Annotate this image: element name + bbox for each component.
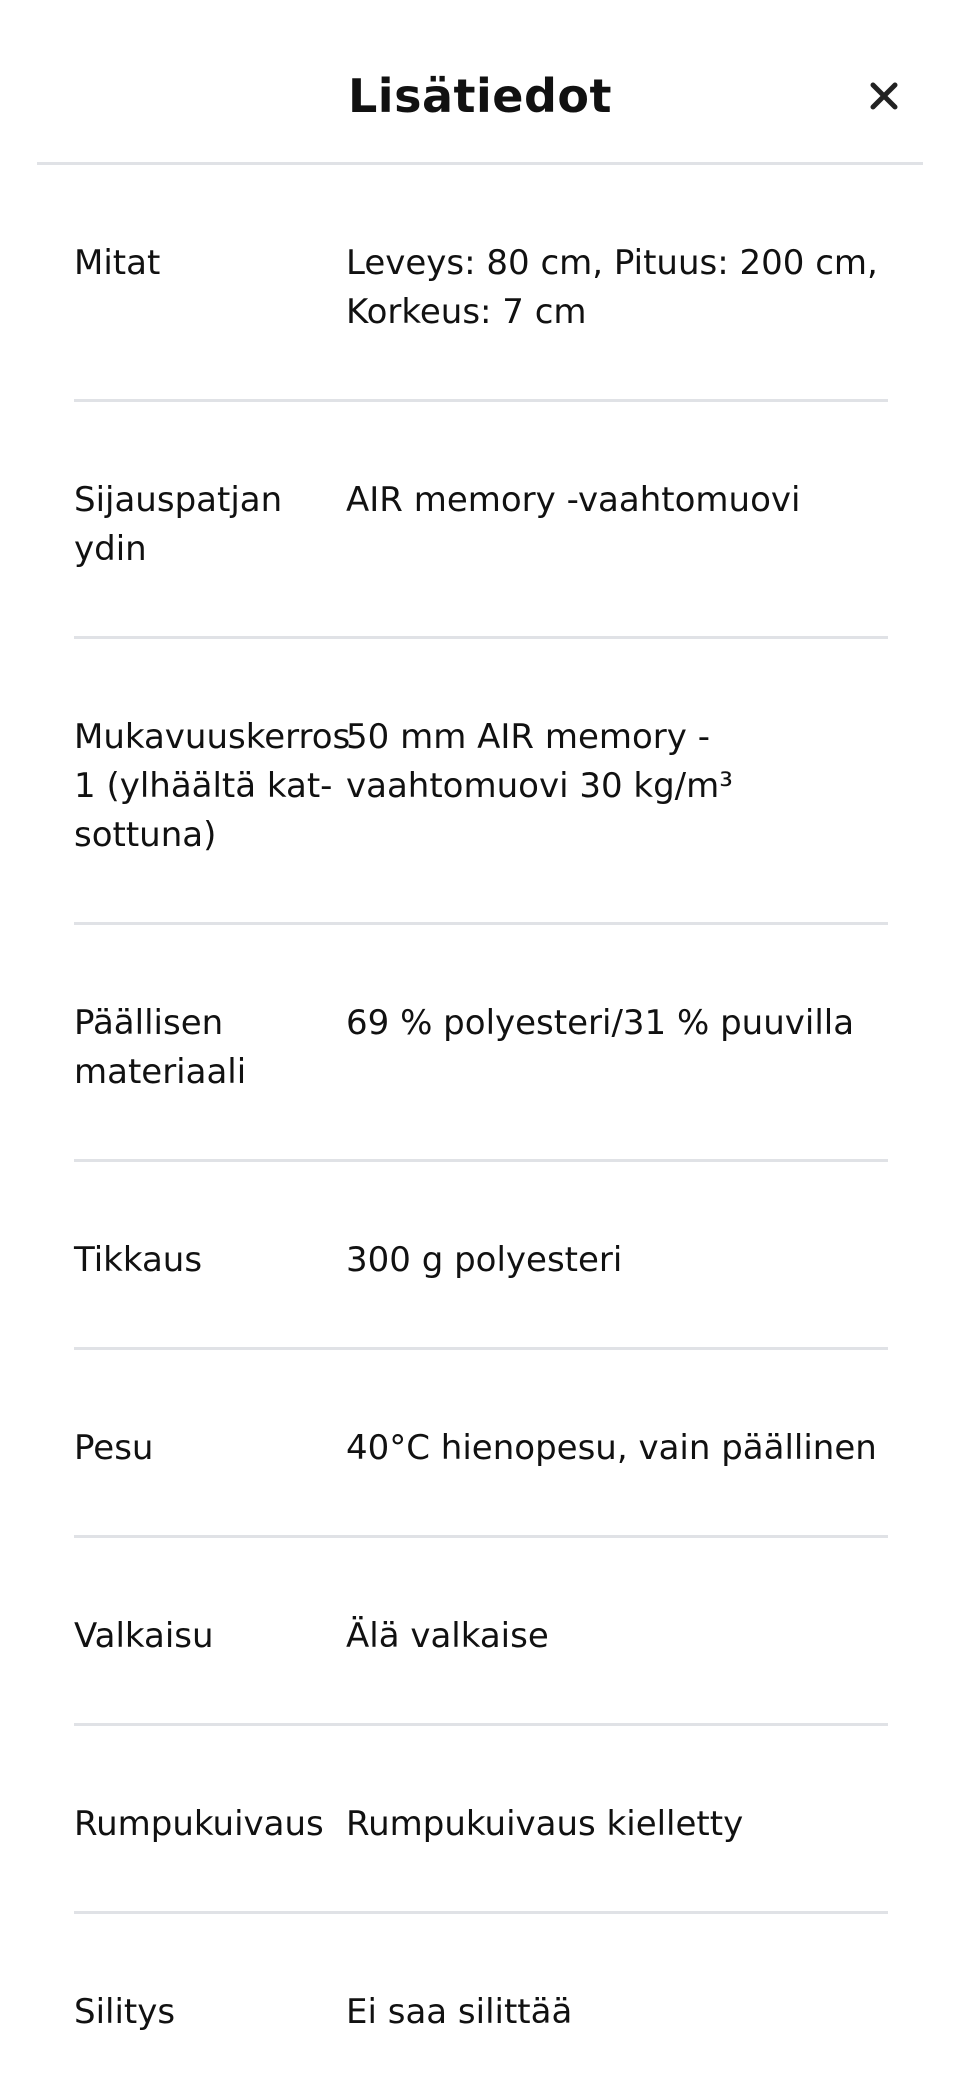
spec-label: Mitat — [74, 243, 161, 283]
spec-value: Ei saa silittää — [346, 1992, 573, 2032]
spec-value: 69 % polyesteri/31 % puuvilla — [346, 1003, 855, 1043]
spec-value: 40°C hienopesu, vain päällinen — [346, 1428, 877, 1468]
spec-label: Sijauspatjan ydin — [74, 480, 283, 569]
spec-row-sijauspatjan-ydin — [74, 402, 888, 639]
spec-label: Tikkaus — [74, 1240, 203, 1280]
close-icon — [858, 70, 910, 122]
spec-value: Leveys: 80 cm, Pituus: 200 cm, Korkeus: 7 cm — [346, 243, 878, 332]
spec-row-mitat — [74, 165, 888, 402]
close-button[interactable] — [858, 70, 910, 122]
spec-label: Silitys — [74, 1992, 176, 2032]
spec-row-valkaisu — [74, 1538, 888, 1726]
spec-row-pesu — [74, 1350, 888, 1538]
spec-label: Mukavuuskerros 1 (ylhäältä katsottuna) — [74, 717, 351, 855]
spec-value: Älä valkaise — [346, 1616, 549, 1656]
modal-header — [0, 0, 960, 164]
spec-label: Pesu — [74, 1428, 154, 1468]
spec-label: Rumpukuivaus — [74, 1804, 324, 1844]
spec-row-silitys — [74, 1914, 888, 2099]
spec-row-tikkaus — [74, 1162, 888, 1350]
spec-row-paallisen-materiaali — [74, 925, 888, 1162]
spec-label: Päällisen materiaali — [74, 1003, 247, 1092]
spec-row-mukavuuskerros — [74, 639, 888, 925]
spec-value: 50 mm AIR memory -vaahtomuovi 30 kg/m³ — [346, 717, 733, 806]
modal-title: Lisätiedot — [348, 69, 612, 123]
spec-row-rumpukuivaus — [74, 1726, 888, 1914]
spec-table — [74, 165, 888, 2099]
spec-label: Valkaisu — [74, 1616, 214, 1656]
spec-value: Rumpukuivaus kielletty — [346, 1804, 744, 1844]
spec-value: 300 g polyesteri — [346, 1240, 623, 1280]
spec-value: AIR memory -vaahtomuovi — [346, 480, 801, 520]
